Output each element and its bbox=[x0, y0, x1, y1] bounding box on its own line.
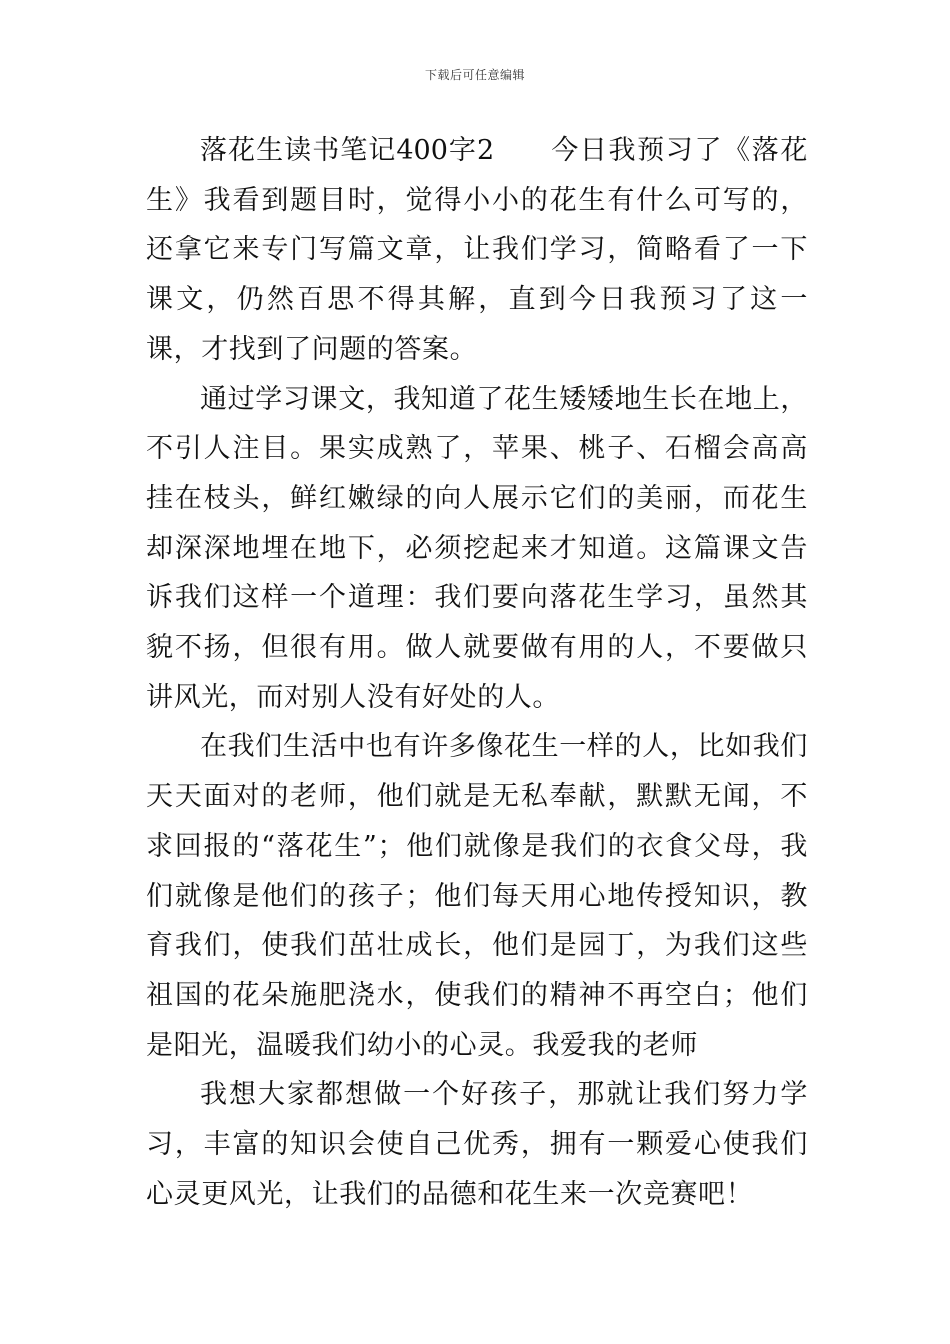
document-body bbox=[146, 126, 808, 1219]
paragraph-3: 在我们生活中也有许多像花生一样的人，比如我们天天面对的老师，他们就是无私奉献，默默无闻，不求回报的“落花生”；他们就像是我们的衣食父母，我们就像是他们的孩子；他们每天用心地传授知识，教育我们，使我们茁壮成长，他们是园丁，为我们这些祖国的花朵施肥浇水，使我们的精神不再空白；他们是阳光，温暖我们幼小的心灵。我爱我的老师 bbox=[146, 731, 808, 1061]
header-note: 下载后可任意编辑 bbox=[424, 68, 525, 82]
paragraph-1 bbox=[146, 126, 808, 375]
paragraph-4: 我想大家都想做一个好孩子，那就让我们努力学习，丰富的知识会使自己优秀，拥有一颗爱心使我们心灵更风光，让我们的品德和花生来一次竞赛吧！ bbox=[146, 1079, 808, 1210]
paragraph-2: 通过学习课文，我知道了花生矮矮地生长在地上，不引人注目。果实成熟了，苹果、桃子、石榴会高高挂在枝头，鲜红嫩绿的向人展示它们的美丽，而花生却深深地埋在地下，必须挖起来才知道。这篇课文告诉我们这样一个道理：我们要向落花生学习，虽然其貌不扬，但很有用。做人就要做有用的人，不要做只讲风光，而对别人没有好处的人。 bbox=[146, 383, 808, 713]
document-title: 落花生读书笔记400字2 bbox=[200, 135, 495, 166]
paragraph-1-text: 今日我预习了《落花生》我看到题目时，觉得小小的花生有什么可写的，还拿它来专门写篇文章，让我们学习，简略看了一下课文，仍然百思不得其解，直到今日我预习了这一课，才找到了问题的答案。 bbox=[146, 135, 808, 365]
